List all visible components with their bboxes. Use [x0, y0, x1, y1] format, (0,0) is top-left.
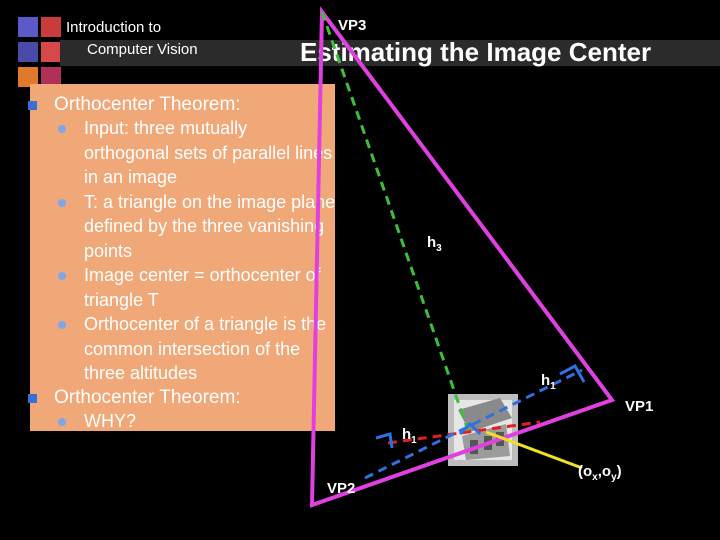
sub-bullet-text: WHY?: [84, 410, 137, 431]
altitude-h3-line: [322, 12, 470, 436]
course-title-line1: Introduction to: [66, 19, 162, 36]
right-angle-marker: [376, 434, 392, 448]
h3-label: $h_3$: [427, 234, 442, 254]
vp3-label: VP3: [338, 17, 367, 34]
sub-bullet-text: Input: three mutually orthogonal sets of parallel lines in an image: [84, 118, 333, 187]
course-title-line2: Computer Vision: [87, 41, 198, 58]
bullet-text: Orthocenter Theorem:: [54, 94, 241, 115]
slide-title: Estimating the Image Center: [300, 37, 652, 67]
image-center-label: $(o_x,o_y)$: [578, 463, 622, 483]
vp2-label: VP2: [327, 480, 356, 497]
sub-bullet-text: Orthocenter of a triangle is the common intersection of the three altitudes: [84, 314, 327, 383]
bullet-text: Orthocenter Theorem:: [54, 386, 241, 408]
vp1-label: VP1: [625, 398, 654, 415]
sub-bullet-text: T: a triangle on the image plane defined by the three vanishing points: [84, 191, 336, 261]
sub-bullet-text: Image center = orthocenter of triangle T: [84, 265, 321, 310]
h1-label: $h_1$: [541, 372, 556, 392]
h1-lower-label: $h_1$: [402, 426, 417, 446]
